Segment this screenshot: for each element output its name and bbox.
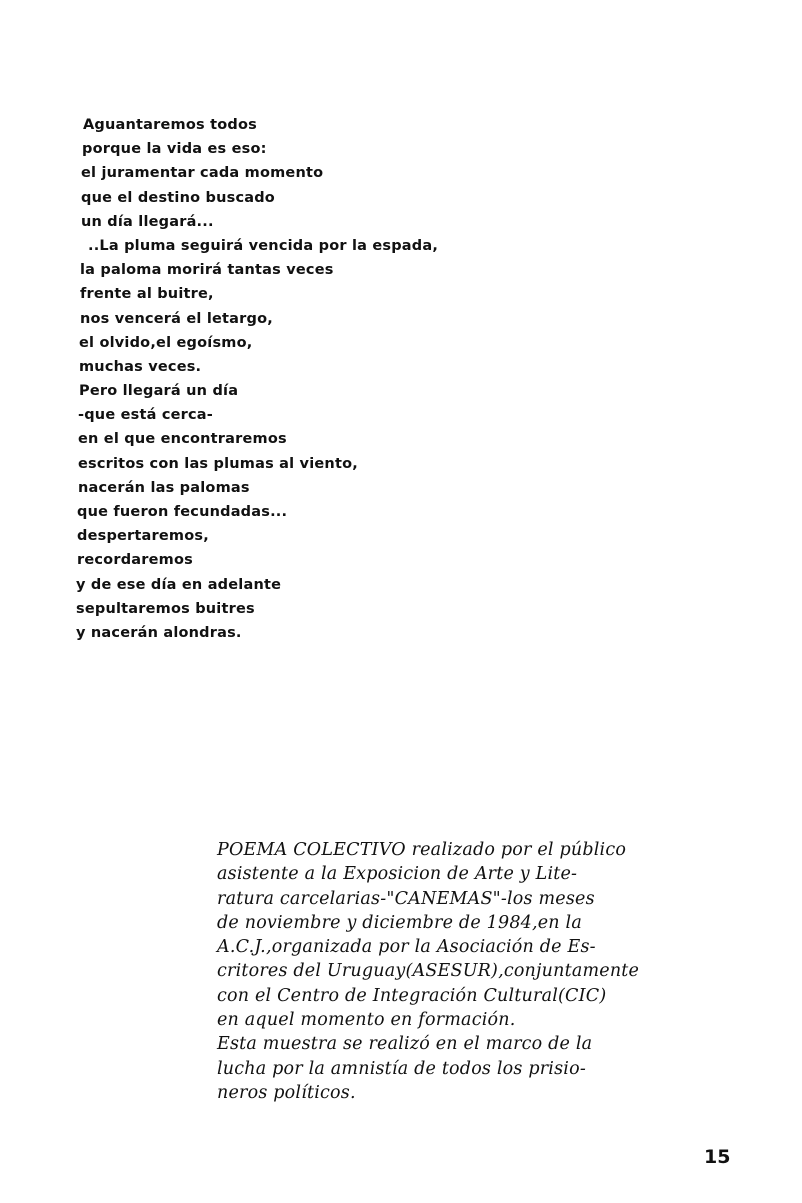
poem-line: Aguantaremos todos	[83, 117, 257, 133]
note-line: asistente a la Exposicion de Arte y Lite-	[217, 864, 578, 885]
poem-line: despertaremos,	[77, 528, 209, 545]
poem-line: ..La pluma seguirá vencida por la espada,	[88, 237, 439, 254]
note-line: ratura carcelarias-"CANEMAS"-los meses	[217, 888, 595, 909]
note-line: critores del Uruguay(ASESUR),conjuntamente	[217, 961, 640, 982]
poem-line: el juramentar cada momento	[81, 165, 324, 182]
poem-line: nos vencerá el letargo,	[80, 310, 273, 327]
note-line: con el Centro de Integración Cultural(CIC)	[217, 985, 607, 1006]
poem	[0, 113, 560, 645]
poem-line: Pero llegará un día	[79, 383, 239, 400]
note-line: Esta muestra se realizó en el marco de la	[217, 1034, 593, 1055]
poem-line: -que está cerca-	[78, 407, 214, 424]
poem-line: y de ese día en adelante	[76, 576, 282, 593]
poem-line: escritos con las plumas al viento,	[78, 455, 358, 472]
note-line: POEMA COLECTIVO realizado por el público	[217, 840, 627, 860]
poem-line: muchas veces.	[79, 358, 202, 375]
note-line: A.C.J.,organizada por la Asociación de Es-	[217, 937, 596, 958]
poem-line: el olvido,el egoísmo,	[79, 334, 253, 351]
note-line: en aquel momento en formación.	[217, 1010, 516, 1031]
poem-line: en el que encontraremos	[78, 431, 287, 448]
poem-line: un día llegará...	[81, 213, 214, 230]
poem-line: frente al buitre,	[80, 286, 214, 303]
poem-line: que fueron fecundadas...	[77, 504, 288, 520]
poem-line: y nacerán alondras.	[76, 624, 242, 641]
poem-line: recordaremos	[77, 552, 193, 569]
poem-line: la paloma morirá tantas veces	[80, 262, 334, 279]
poem-line: porque la vida es eso:	[82, 141, 267, 158]
poem-line: que el destino buscado	[81, 189, 275, 206]
poem-line: nacerán las palomas	[78, 479, 250, 496]
colophon-note	[217, 838, 757, 1105]
note-line: lucha por la amnistía de todos los prisio-	[217, 1058, 586, 1079]
note-line: neros políticos.	[217, 1082, 356, 1103]
poem-line: sepultaremos buitres	[76, 600, 255, 617]
note-line: de noviembre y diciembre de 1984,en la	[217, 912, 582, 933]
page-number: 15	[704, 1146, 731, 1168]
